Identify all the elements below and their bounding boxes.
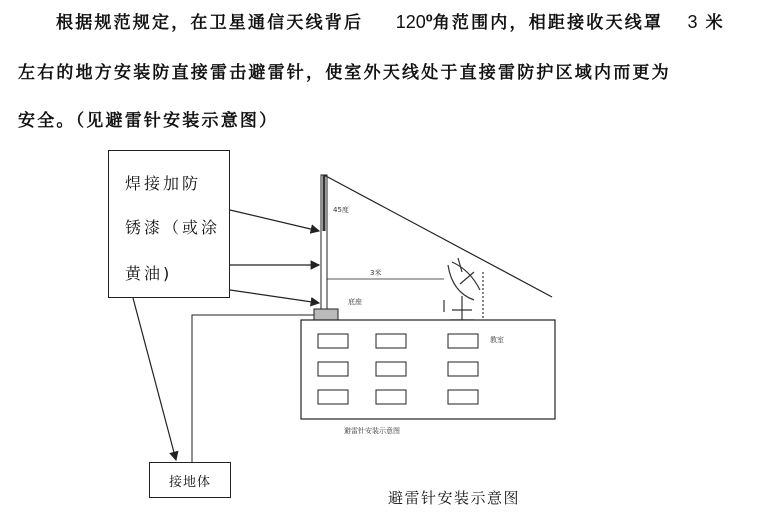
paragraph-text: 根据规范规定，在卫星通信天线背后 bbox=[56, 13, 364, 33]
weld-note-line-3: 黄油) bbox=[125, 264, 173, 283]
weld-note-line-2: 锈漆（或涂 bbox=[125, 218, 221, 237]
satellite-dish-icon bbox=[444, 258, 483, 320]
figure-caption: 避雷针安装示意图 bbox=[388, 489, 521, 507]
distance-label: 3米 bbox=[370, 269, 382, 277]
room-label: 教室 bbox=[490, 336, 504, 344]
grounding-body-box bbox=[149, 462, 231, 498]
arrow-to-ground bbox=[133, 298, 176, 460]
grounding-body-label: 接地体 bbox=[168, 474, 211, 490]
paragraph-text: 角范围内，相距接收天线罩 bbox=[432, 13, 664, 33]
lightning-rod-tip bbox=[323, 175, 326, 231]
base-label: 底座 bbox=[348, 298, 362, 306]
paragraph-text: 米 bbox=[705, 13, 725, 33]
window-grid bbox=[318, 334, 478, 404]
paragraph-line-2: 左右的地方安装防直接雷击避雷针，使室外天线处于直接雷防护区域内而更为 bbox=[18, 63, 671, 83]
weld-note-line-1: 焊接加防 bbox=[125, 174, 202, 193]
arrow-weld-top bbox=[230, 210, 319, 231]
paragraph-line-3: 安全。（见避雷针安装示意图） bbox=[18, 111, 279, 131]
arrow-weld-bottom bbox=[230, 290, 319, 303]
rod-base bbox=[314, 309, 338, 321]
degree-superscript: 0 bbox=[425, 13, 433, 25]
inner-caption: 避雷针安装示意图 bbox=[344, 427, 400, 435]
angle-label: 45度 bbox=[333, 206, 349, 214]
angle-value: 120 bbox=[395, 12, 426, 32]
weld-note-box bbox=[108, 150, 230, 298]
grounding-conductor bbox=[192, 315, 314, 462]
distance-value: 3 bbox=[687, 12, 698, 32]
